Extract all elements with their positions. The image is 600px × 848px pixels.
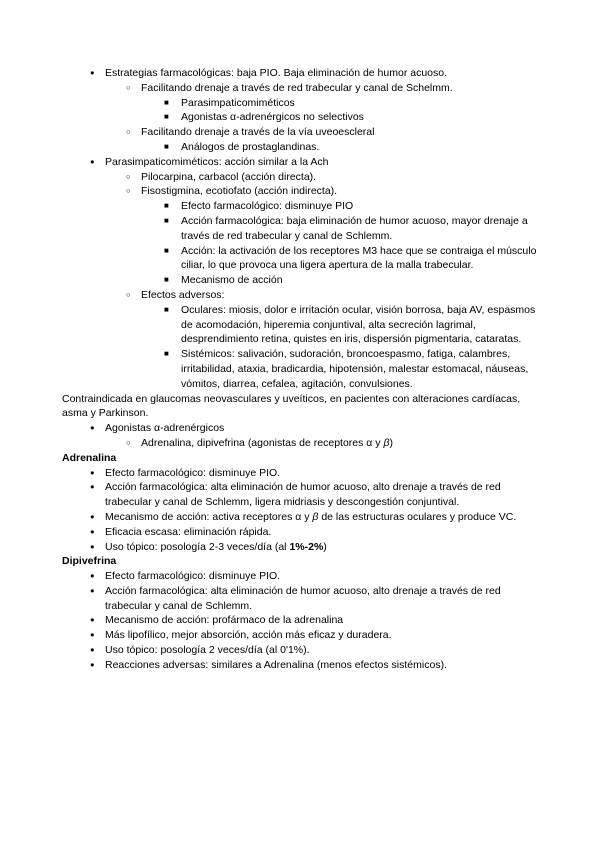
document-body <box>62 66 540 673</box>
text-run <box>105 628 540 643</box>
drug-heading <box>62 554 540 569</box>
text-run <box>141 81 540 96</box>
text-run <box>105 569 540 584</box>
text-segment: Análogos de prostaglandinas. <box>181 140 320 153</box>
text-run <box>62 554 540 569</box>
bullet-disc-icon: ● <box>90 630 95 640</box>
text-segment: β <box>383 436 390 449</box>
text-segment: Parasimpaticomiméticos: acción similar a la Ach <box>105 155 329 168</box>
list-item-level-1 <box>62 658 540 673</box>
list-item-level-1 <box>62 480 540 510</box>
text-segment: Acción farmacológica: alta eliminación de humor acuoso, alto drenaje a través de red trabecular y canal de Schlemm, ligera midriasis y descongestión conjuntival. <box>105 481 501 509</box>
bullet-disc-icon: ● <box>90 571 95 581</box>
bullet-disc-icon: ● <box>90 68 95 77</box>
text-run <box>181 140 540 155</box>
list-item-level-1 <box>62 584 540 614</box>
text-segment: Uso tópico: posología 2-3 veces/día (al <box>105 540 290 553</box>
text-run <box>105 525 540 540</box>
bullet-circle-icon: ○ <box>126 127 131 137</box>
list-item-level-2 <box>62 81 540 96</box>
text-segment: Dipivefrina <box>62 555 117 568</box>
list-item-level-2 <box>62 125 540 140</box>
text-run <box>141 125 540 140</box>
text-segment: 1%-2% <box>289 540 324 553</box>
list-item-level-2 <box>62 184 540 199</box>
list-item-level-1 <box>62 540 540 555</box>
text-run <box>141 288 540 303</box>
text-segment: Adrenalina <box>62 451 117 464</box>
list-item-level-1 <box>62 628 540 643</box>
text-run <box>105 466 540 481</box>
text-segment: Acción farmacológica: baja eliminación de humor acuoso, mayor drenaje a través de red trabecular y canal de Schlemm. <box>181 214 528 242</box>
text-segment: Reacciones adversas: similares a Adrenalina (menos efectos sistémicos). <box>105 658 447 671</box>
bullet-square-icon: ■ <box>164 215 169 225</box>
text-segment: Agonistas α-adrenérgicos <box>105 422 225 435</box>
text-segment: Sistémicos: salivación, sudoración, broncoespasmo, fatiga, calambres, irritabilidad, ataxia, bradicardia, hipotensión, malestar estomacal, náuseas, vómitos, diarrea, cefalea, agitación, convulsiones. <box>181 348 529 390</box>
bullet-square-icon: ■ <box>164 245 169 255</box>
bullet-square-icon: ■ <box>164 97 169 107</box>
bullet-circle-icon: ○ <box>126 82 131 92</box>
text-run <box>181 110 540 125</box>
bullet-square-icon: ■ <box>164 112 169 122</box>
list-item-level-1 <box>62 643 540 658</box>
bullet-disc-icon: ● <box>90 645 95 655</box>
list-item-level-3 <box>62 347 540 391</box>
text-run <box>105 613 540 628</box>
list-item-level-3 <box>62 96 540 111</box>
text-run <box>62 392 540 422</box>
text-run <box>181 273 540 288</box>
text-run <box>105 510 540 525</box>
text-run <box>105 584 540 614</box>
drug-heading <box>62 451 540 466</box>
bullet-disc-icon: ● <box>90 541 95 551</box>
text-run <box>141 184 540 199</box>
bullet-disc-icon: ● <box>90 467 95 477</box>
bullet-disc-icon: ● <box>90 511 95 521</box>
bullet-disc-icon: ● <box>90 659 95 669</box>
text-segment: Parasimpaticomiméticos <box>181 96 295 109</box>
text-run <box>181 199 540 214</box>
list-item-level-1 <box>62 510 540 525</box>
text-segment: Adrenalina, dipivefrina (agonistas de receptores α y <box>141 436 384 449</box>
text-run <box>105 480 540 510</box>
list-item-level-1 <box>62 66 540 81</box>
list-item-level-1 <box>62 155 540 170</box>
bullet-square-icon: ■ <box>164 304 169 314</box>
list-item-level-2 <box>62 288 540 303</box>
text-run <box>141 170 540 185</box>
text-segment: Acción: la activación de los receptores M3 hace que se contraiga el músculo ciliar, lo que provoca una ligera apertura de la malla trabecular. <box>181 244 537 272</box>
list-item-level-1 <box>62 569 540 584</box>
text-segment: Mecanismo de acción <box>181 274 283 287</box>
text-segment: Eficacia escasa: eliminación rápida. <box>105 525 272 538</box>
bullet-square-icon: ■ <box>164 275 169 285</box>
text-segment: de las estructuras oculares y produce VC. <box>318 510 517 523</box>
list-item-level-1 <box>62 525 540 540</box>
text-segment: Facilitando drenaje a través de red trabecular y canal de Schelmm. <box>141 81 453 94</box>
text-run <box>105 658 540 673</box>
list-item-level-2 <box>62 170 540 185</box>
bullet-square-icon: ■ <box>164 141 169 151</box>
text-segment: Efecto farmacológico: disminuye PIO <box>181 200 354 213</box>
text-segment: Uso tópico: posología 2 veces/día (al 0'1%). <box>105 644 310 657</box>
text-segment: Fisostigmina, ecotiofato (acción indirecta). <box>141 185 338 198</box>
list-item-level-2 <box>62 436 540 451</box>
bullet-disc-icon: ● <box>90 526 95 536</box>
text-segment: Agonistas α-adrenérgicos no selectivos <box>181 111 364 124</box>
list-item-level-3 <box>62 214 540 244</box>
bullet-circle-icon: ○ <box>126 437 131 447</box>
text-segment: Efecto farmacológico: disminuye PIO. <box>105 466 281 479</box>
list-item-level-3 <box>62 140 540 155</box>
text-segment: ) <box>323 540 327 553</box>
text-segment: Efecto farmacológico: disminuye PIO. <box>105 570 281 583</box>
list-item-level-3 <box>62 244 540 274</box>
text-segment: Contraindicada en glaucomas neovasculares y uveíticos, en pacientes con alteraciones cardíacas, asma y Parkinson. <box>62 392 521 420</box>
text-run <box>181 347 540 391</box>
bullet-disc-icon: ● <box>90 156 95 166</box>
list-item-level-1 <box>62 466 540 481</box>
bullet-circle-icon: ○ <box>126 186 131 196</box>
text-run <box>181 303 540 347</box>
text-segment: Oculares: miosis, dolor e irritación ocular, visión borrosa, baja AV, espasmos de acomodación, hiperemia conjuntival, alta secreción lagrimal, desprendimiento retina, quistes en iris, dispersión pigmentaria, cataratas. <box>181 303 536 346</box>
bullet-disc-icon: ● <box>90 585 95 595</box>
list-item-level-3 <box>62 110 540 125</box>
text-segment: Efectos adversos: <box>141 288 225 301</box>
bullet-circle-icon: ○ <box>126 289 131 299</box>
text-segment: Facilitando drenaje a través de la vía uveoescleral <box>141 126 375 139</box>
text-run <box>105 66 540 81</box>
list-item-level-1 <box>62 421 540 436</box>
text-segment: Más lipofílico, mejor absorción, acción más eficaz y duradera. <box>105 629 392 642</box>
text-segment: ) <box>389 436 393 449</box>
bullet-circle-icon: ○ <box>126 171 131 181</box>
text-segment: β <box>312 510 319 523</box>
text-segment: Acción farmacológica: alta eliminación de humor acuoso, alto drenaje a través de red trabecular y canal de Schlemm. <box>105 584 501 612</box>
text-run <box>181 96 540 111</box>
text-segment: Estrategias farmacológicas: baja PIO. Baja eliminación de humor acuoso. <box>105 67 448 79</box>
text-segment: Mecanismo de acción: activa receptores α y <box>105 510 313 523</box>
bullet-disc-icon: ● <box>90 423 95 433</box>
text-run <box>181 244 540 274</box>
paragraph <box>62 392 540 422</box>
text-run <box>105 540 540 555</box>
list-item-level-3 <box>62 303 540 347</box>
text-run <box>181 214 540 244</box>
text-segment: Mecanismo de acción: profármaco de la adrenalina <box>105 614 344 627</box>
list-item-level-3 <box>62 199 540 214</box>
text-run <box>141 436 540 451</box>
bullet-disc-icon: ● <box>90 482 95 492</box>
text-run <box>105 643 540 658</box>
list-item-level-1 <box>62 613 540 628</box>
text-run <box>62 451 540 466</box>
bullet-disc-icon: ● <box>90 615 95 625</box>
text-run <box>105 155 540 170</box>
list-item-level-3 <box>62 273 540 288</box>
bullet-square-icon: ■ <box>164 201 169 211</box>
bullet-square-icon: ■ <box>164 349 169 359</box>
text-run <box>105 421 540 436</box>
text-segment: Pilocarpina, carbacol (acción directa). <box>141 170 317 183</box>
